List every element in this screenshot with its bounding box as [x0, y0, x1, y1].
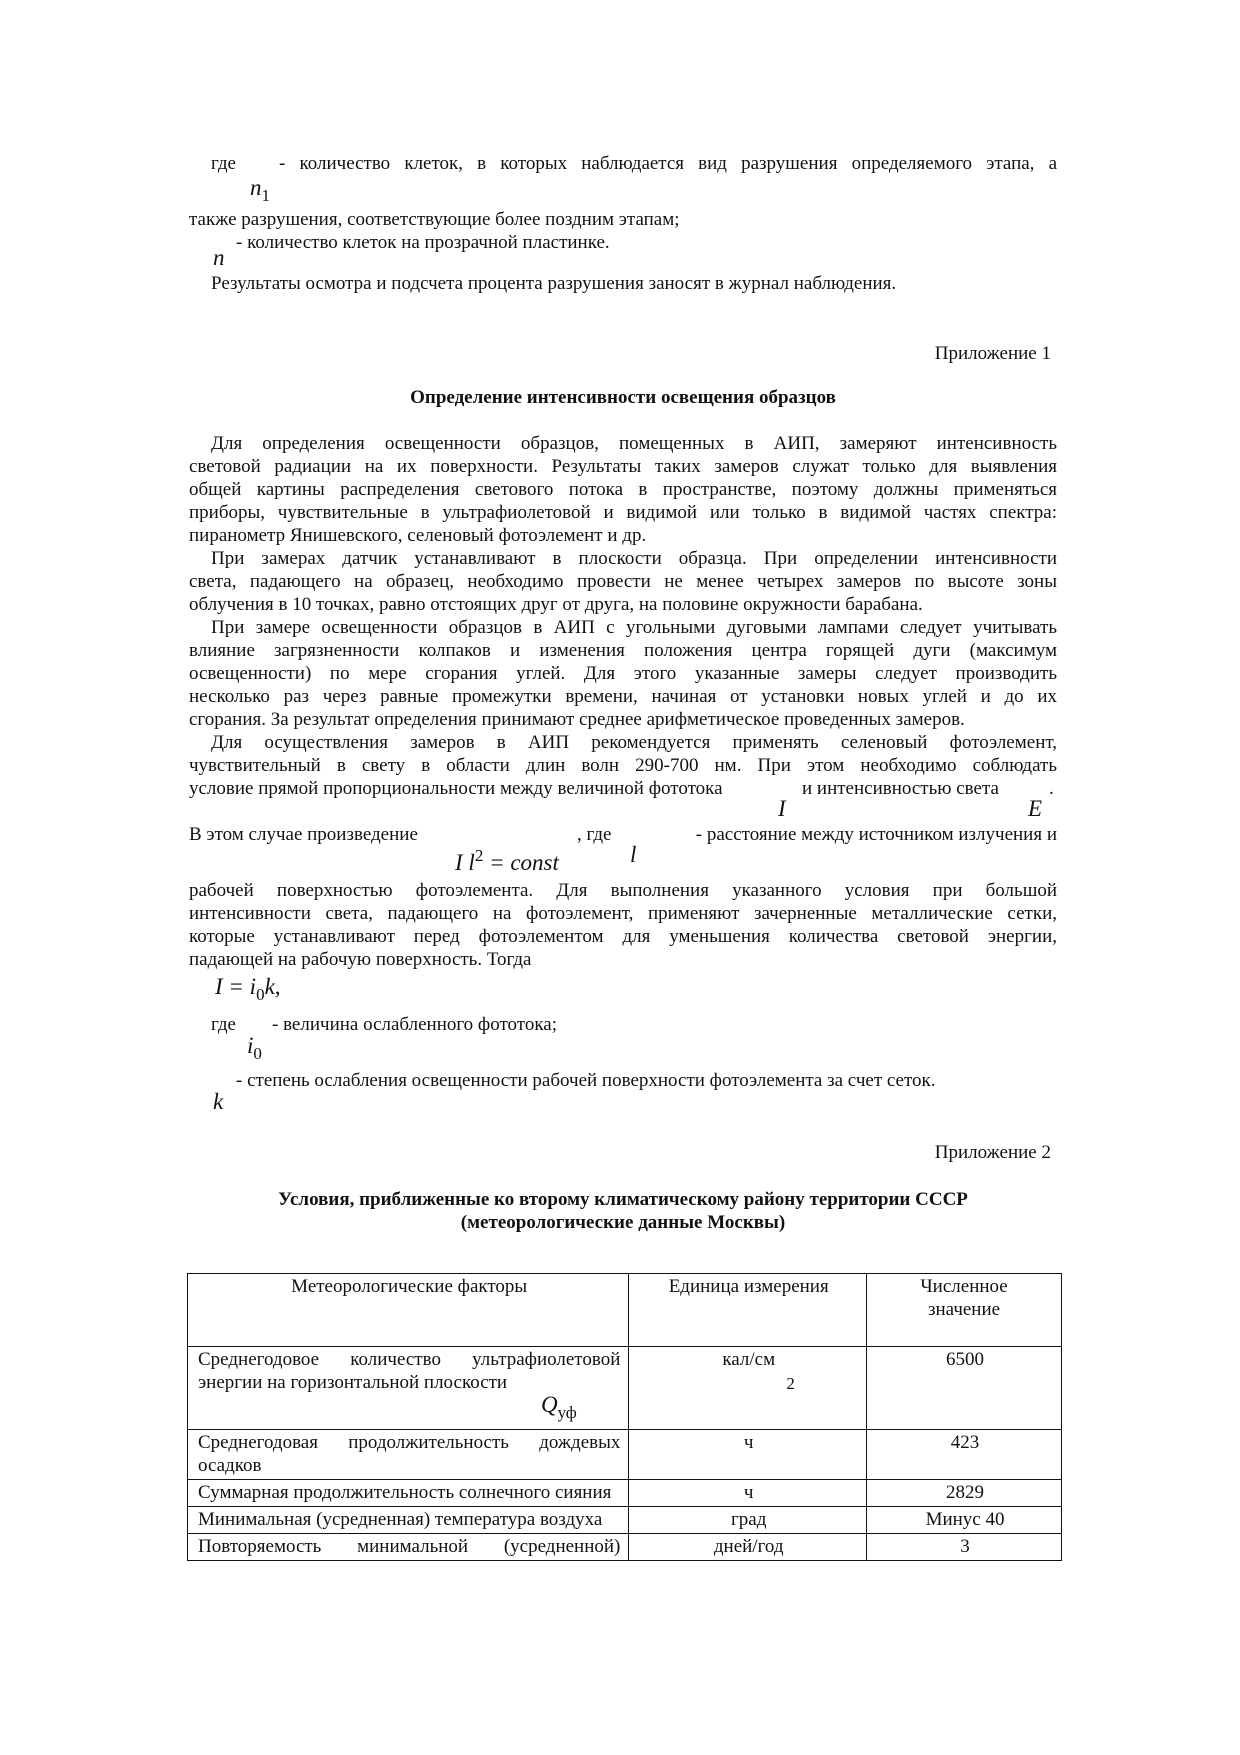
equation-i-eq-i0k: $I = i_0k$, [215, 974, 281, 1004]
symbol-k: k [213, 1089, 224, 1114]
unit-text: кал/см 2 [722, 1349, 795, 1393]
table-header-row [188, 1274, 1062, 1347]
symbol-n: n [213, 245, 225, 270]
factor-cell: Повторяемость минимальной (усредненной) [188, 1534, 629, 1561]
table-row [188, 1347, 1062, 1430]
table-row [188, 1430, 1062, 1480]
symbol-l: l [630, 842, 637, 867]
factor-cell: Суммарная продолжительность солнечного сияния [188, 1480, 629, 1507]
formula-i-l2-const: I $l^2$ = const [455, 846, 559, 875]
i0-description: - величина ослабленного фототока; [272, 1014, 557, 1035]
unit-cell: ч [629, 1480, 867, 1507]
intro-line-2: также разрушения, соответствующие более поздним этапам; [189, 209, 680, 230]
unit-cell: ч [629, 1430, 867, 1480]
factor-cell: Среднегодовая продолжительность дождевых осадков [188, 1430, 629, 1480]
factor-cell: Минимальная (усредненная) температура воздуха [188, 1507, 629, 1534]
symbol-E: E [1028, 796, 1043, 821]
paragraph-3: При замере освещенности образцов в АИП с угольными дуговыми лампами следует учитывать влияние загрязненности колпаков и изменения положения центра горящей дуги (максимум освещенности) по мере сгорания углей. Для этого указанные замеры следует производить несколько раз через равные промежутки времени, начиная от установки новых углей и до их сгорания. За результат определения принимают среднее арифметическое проведенных замеров. [189, 617, 1057, 730]
header-value: Численное значение [867, 1274, 1062, 1347]
header-unit: Единица измерения [629, 1274, 867, 1347]
factor-text: Среднегодовое количество ультрафиолетовой энергии на горизонтальной плоскости [198, 1349, 621, 1393]
paragraph-4: Для осуществления замеров в АИП рекомендуется применять селеновый фотоэлемент, чувствительный в свету в области длин волн 290-700 нм. При этом необходимо соблюдать [189, 732, 1057, 776]
table-row [188, 1507, 1062, 1534]
paragraph-2: При замерах датчик устанавливают в плоскости образца. При определении интенсивности света, падающего на образец, необходимо провести не менее четырех замеров по высоте зоны облучения в 10 точках, равно отстоящих друг от друга, на половине окружности барабана. [189, 548, 1057, 615]
symbol-I: I [778, 796, 786, 821]
paragraph-1: Для определения освещенности образцов, помещенных в АИП, замеряют интенсивность [211, 433, 1057, 454]
result-line: Результаты осмотра и подсчета процента разрушения заносят в журнал наблюдения. [211, 273, 897, 294]
p4-last-b: и интенсивностью света [802, 778, 999, 799]
symbol-q-uf: $Q_{уф}$ [541, 1392, 577, 1422]
product-text-c: - расстояние между источником излучения и [695, 824, 1057, 845]
factor-cell [188, 1347, 629, 1430]
unit-cell [629, 1347, 867, 1430]
product-text-b: , где [577, 824, 612, 845]
value-cell: 423 [867, 1430, 1062, 1480]
value-cell: Минус 40 [867, 1507, 1062, 1534]
symbol-i0: $i_0$ [247, 1033, 262, 1063]
value-cell: 3 [867, 1534, 1062, 1561]
p4-last-a: условие прямой пропорциональности между величиной фототока [189, 778, 723, 799]
appendix-2-title-line-2: (метеорологические данные Москвы) [460, 1212, 786, 1233]
unit-cell: дней/год [629, 1534, 867, 1561]
n-description: - количество клеток на прозрачной пластинке. [236, 232, 610, 253]
appendix-1-title: Определение интенсивности освещения образцов [410, 387, 836, 408]
header-factors: Метеорологические факторы [188, 1274, 629, 1347]
meteorological-table [187, 1273, 1062, 1561]
gde-word: где [211, 153, 236, 174]
appendix-1-label: Приложение 1 [934, 343, 1051, 364]
gde-word-2: где [211, 1014, 236, 1035]
paragraph-5: рабочей поверхностью фотоэлемента. Для выполнения указанного условия при большой интенсивности света, падающего на фотоэлемент, применяют зачерненные металлические сетки, которые устанавливают перед фотоэлементом для уменьшения количества световой энергии, падающей на рабочую поверхность. Тогда [189, 880, 1057, 970]
intro-line-1: - количество клеток, в которых наблюдается вид разрушения определяемого этапа, а [279, 153, 1057, 174]
appendix-2-title-line-1: Условия, приближенные ко второму климатическому району территории СССР [278, 1189, 968, 1210]
product-text-a: В этом случае произведение [189, 824, 418, 845]
symbol-n1: $n_1$ [250, 175, 270, 205]
appendix-2-label: Приложение 2 [934, 1142, 1051, 1163]
p4-last-c: . [1049, 778, 1054, 799]
k-description: - степень ослабления освещенности рабочей поверхности фотоэлемента за счет сеток. [236, 1070, 936, 1091]
table-row [188, 1480, 1062, 1507]
table-row [188, 1534, 1062, 1561]
paragraph-1-cont: световой радиации на их поверхности. Результаты таких замеров служат только для выявления общей картины распределения светового потока в пространстве, поэтому должны применяться приборы, чувствительные в ультрафиолетовой и видимой или только в видимой частях спектра: пиранометр Янишевского, селеновый фотоэлемент и др. [189, 456, 1057, 546]
value-cell: 2829 [867, 1480, 1062, 1507]
value-cell: 6500 [867, 1347, 1062, 1430]
unit-cell: град [629, 1507, 867, 1534]
